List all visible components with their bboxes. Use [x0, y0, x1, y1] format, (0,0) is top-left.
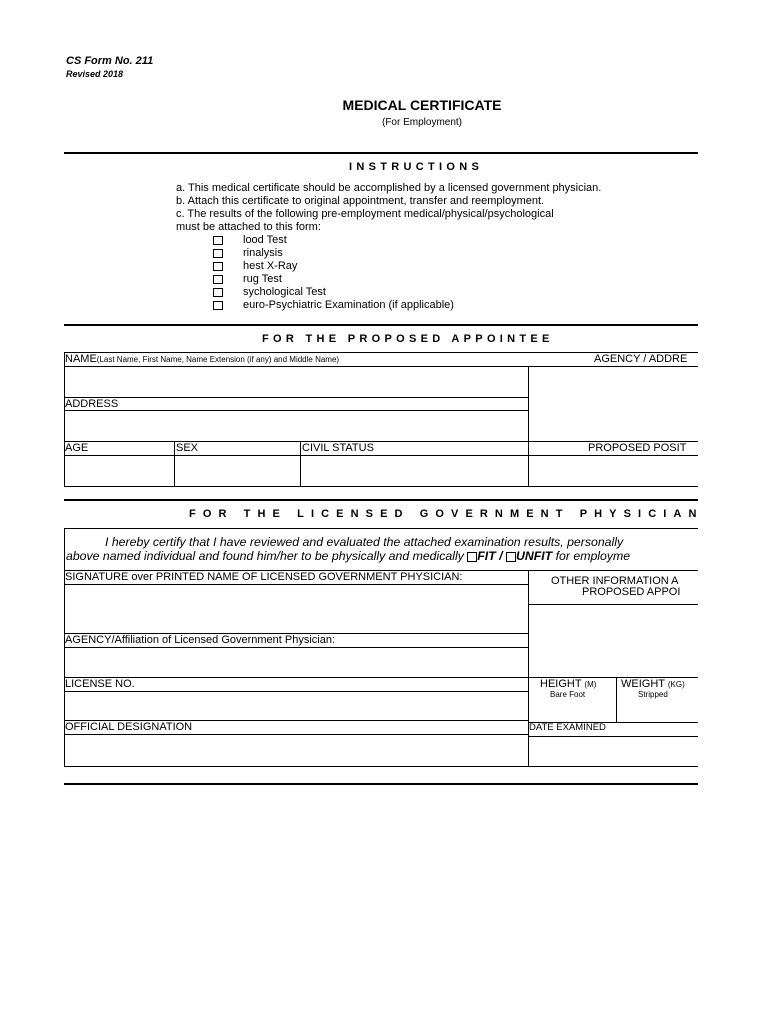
test-label: euro-Psychiatric Examination (if applicable) [243, 299, 454, 311]
page-subtitle: (For Employment) [381, 117, 462, 128]
address-label: ADDRESS [65, 398, 119, 410]
sex-field[interactable] [175, 456, 299, 485]
designation-label: OFFICIAL DESIGNATION [65, 721, 193, 733]
test-label: lood Test [243, 234, 287, 246]
page-title: MEDICAL CERTIFICATE [342, 97, 502, 113]
agency-address-label: AGENCY / ADDRE [594, 353, 688, 365]
license-label: LICENSE NO. [65, 678, 135, 690]
weight-unit: (KG) [667, 680, 685, 689]
proposed-position-label: PROPOSED POSIT [588, 442, 687, 454]
table-line [64, 397, 528, 398]
checkbox[interactable] [213, 236, 223, 245]
physician-heading: FOR THE LICENSED GOVERNMENT PHYSICIAN [189, 508, 704, 520]
other-info-label-2: PROPOSED APPOI [582, 586, 681, 598]
table-line [64, 766, 698, 767]
form-number: CS Form No. 211 [66, 55, 154, 67]
name-field[interactable] [65, 367, 527, 397]
revised-date: Revised 2018 [66, 69, 124, 79]
table-line [64, 528, 698, 529]
instruction-b: b. Attach this certificate to original appointment, transfer and reemployment. [176, 195, 545, 207]
test-item[interactable] [213, 247, 283, 259]
option-separator: / [495, 549, 506, 563]
checkbox[interactable] [213, 301, 223, 310]
fit-checkbox[interactable] [467, 552, 477, 562]
weight-label [621, 678, 685, 690]
height-field[interactable] [529, 700, 615, 721]
height-unit: (M) [584, 680, 597, 689]
name-label [65, 353, 339, 365]
height-label-text: HEIGHT [540, 678, 582, 690]
weight-note: Stripped [638, 690, 668, 699]
test-label: hest X-Ray [243, 260, 298, 272]
physician-agency-label: AGENCY/Affiliation of Licensed Government Physician: [65, 634, 336, 646]
civil-status-label: CIVIL STATUS [302, 442, 374, 454]
test-item[interactable] [213, 286, 326, 298]
age-label: AGE [65, 442, 89, 454]
certification-line-1: I hereby certify that I have reviewed and evaluated the attached examination results, personally [105, 535, 624, 549]
age-field[interactable] [65, 456, 173, 485]
checkbox[interactable] [213, 275, 223, 284]
name-label-text: NAME [65, 353, 97, 365]
name-hint: (Last Name, First Name, Name Extension (if any) and Middle Name) [96, 355, 340, 364]
divider [64, 324, 698, 326]
signature-label: SIGNATURE over PRINTED NAME OF LICENSED GOVERNMENT PHYSICIAN: [65, 571, 463, 583]
other-info-label-1: OTHER INFORMATION A [551, 575, 679, 587]
instruction-a: a. This medical certificate should be accomplished by a licensed government physician. [176, 182, 602, 194]
fit-option: FIT [477, 549, 496, 563]
instruction-c-cont: must be attached to this form: [176, 221, 321, 233]
test-item[interactable] [213, 260, 297, 272]
divider [64, 152, 698, 154]
test-item[interactable] [213, 273, 282, 285]
test-item[interactable] [213, 299, 454, 311]
sex-label: SEX [176, 442, 199, 454]
address-field[interactable] [65, 411, 527, 441]
date-examined-label: DATE EXAMINED [529, 722, 606, 733]
divider [64, 783, 698, 785]
checkbox[interactable] [213, 262, 223, 271]
unfit-checkbox[interactable] [506, 552, 516, 562]
weight-label-text: WEIGHT [621, 678, 665, 690]
proposed-position-field[interactable] [529, 456, 697, 485]
table-line [64, 486, 698, 487]
height-note: Bare Foot [550, 690, 586, 699]
test-item[interactable] [213, 234, 287, 246]
appointee-heading: FOR THE PROPOSED APPOINTEE [262, 333, 554, 345]
civil-status-field[interactable] [301, 456, 527, 485]
license-field[interactable] [65, 692, 527, 720]
unfit-option: UNFIT [515, 549, 553, 563]
signature-field[interactable] [65, 585, 527, 633]
designation-field[interactable] [65, 735, 527, 765]
checkbox[interactable] [213, 249, 223, 258]
physician-agency-field[interactable] [65, 648, 527, 677]
instructions-heading: INSTRUCTIONS [349, 161, 484, 173]
test-label: sychological Test [243, 286, 326, 298]
height-label [540, 678, 596, 690]
test-label: rug Test [243, 273, 282, 285]
checkbox[interactable] [213, 288, 223, 297]
table-line [528, 604, 698, 605]
instruction-c: c. The results of the following pre-employment medical/physical/psychological [176, 208, 554, 220]
weight-field[interactable] [617, 700, 697, 721]
table-line [64, 677, 698, 678]
divider [64, 499, 698, 501]
certification-text: above named individual and found him/her to be physically and medically [66, 549, 468, 563]
date-examined-field[interactable] [529, 737, 697, 765]
agency-address-field[interactable] [529, 367, 697, 441]
certification-text-end: for employme [552, 549, 631, 563]
certification-line-2 [66, 549, 630, 563]
test-label: rinalysis [243, 247, 283, 259]
